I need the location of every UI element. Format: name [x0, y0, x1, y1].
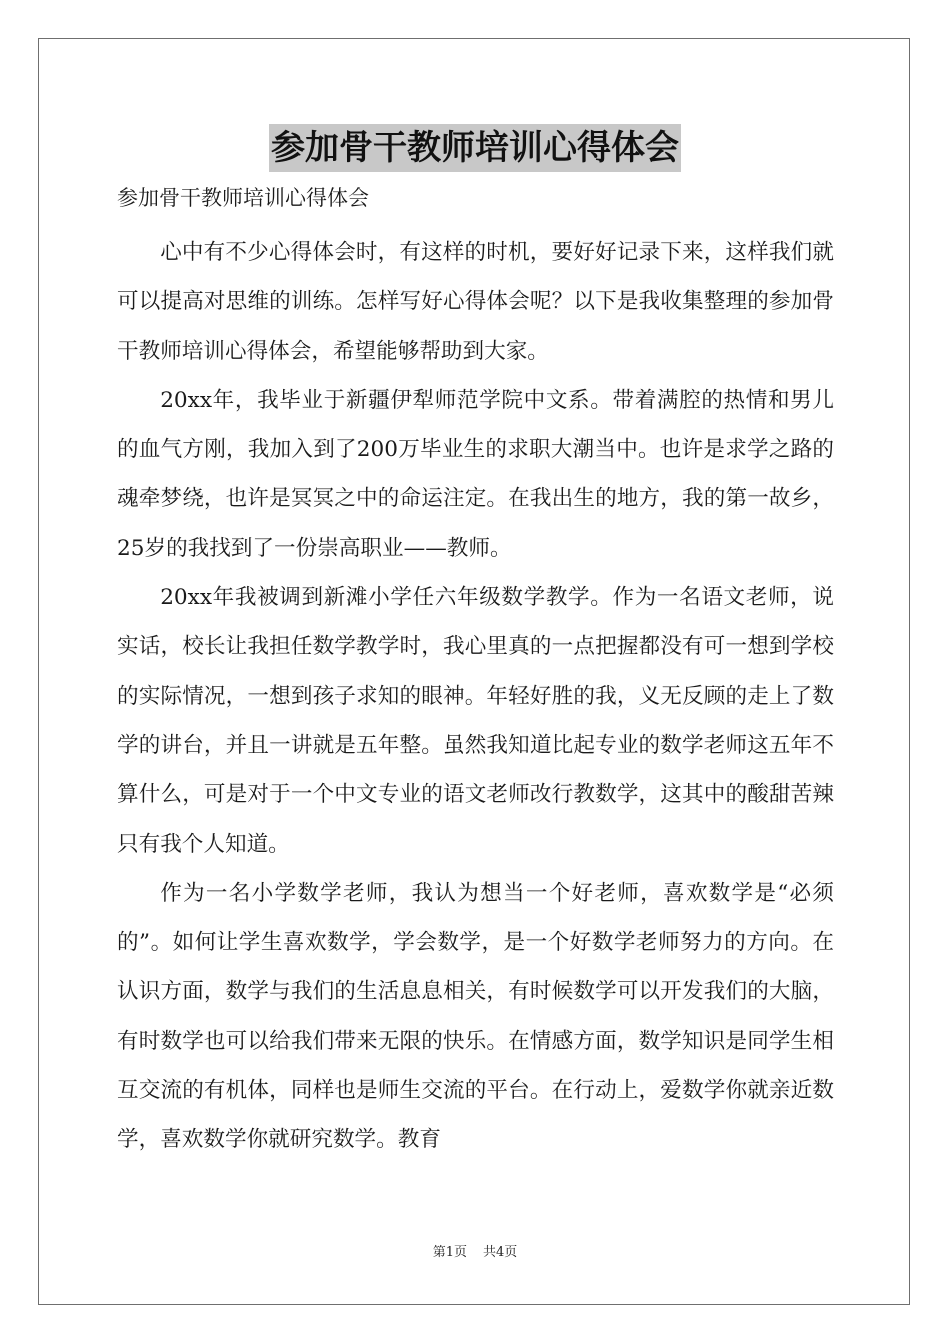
- page-number: 第1页: [432, 1245, 467, 1260]
- document-subtitle: 参加骨干教师培训心得体会: [117, 186, 369, 210]
- page-footer: [0, 1243, 950, 1263]
- page-total: 共4页: [483, 1245, 518, 1260]
- document-body: [117, 228, 834, 1165]
- title-container: [0, 124, 950, 172]
- paragraph-1: 心中有不少心得体会时，有这样的时机，要好好记录下来，这样我们就可以提高对思维的训练。怎样写好心得体会呢？以下是我收集整理的参加骨干教师培训心得体会，希望能够帮助到大家。: [117, 240, 834, 364]
- document-title: 参加骨干教师培训心得体会: [269, 124, 681, 172]
- paragraph-2: 20xx年，我毕业于新疆伊犁师范学院中文系。带着满腔的热情和男儿的血气方刚，我加入到了200万毕业生的求职大潮当中。也许是求学之路的魂牵梦绕，也许是冥冥之中的命运注定。在我出生的地方，我的第一故乡，25岁的我找到了一份崇高职业——教师。: [117, 387, 834, 561]
- paragraph-3: 20xx年我被调到新滩小学任六年级数学教学。作为一名语文老师，说实话，校长让我担任数学教学时，我心里真的一点把握都没有可一想到学校的实际情况，一想到孩子求知的眼神。年轻好胜的我，义无反顾的走上了数学的讲台，并且一讲就是五年整。虽然我知道比起专业的数学老师这五年不算什么，可是对于一个中文专业的语文老师改行教数学，这其中的酸甜苦辣只有我个人知道。: [117, 585, 834, 857]
- paragraph-4: 作为一名小学数学老师，我认为想当一个好老师，喜欢数学是“必须的”。如何让学生喜欢数学，学会数学，是一个好数学老师努力的方向。在认识方面，数学与我们的生活息息相关，有时候数学可以开发我们的大脑，有时数学也可以给我们带来无限的快乐。在情感方面，数学知识是同学生相互交流的有机体，同样也是师生交流的平台。在行动上，爱数学你就亲近数学，喜欢数学你就研究数学。教育: [117, 880, 834, 1153]
